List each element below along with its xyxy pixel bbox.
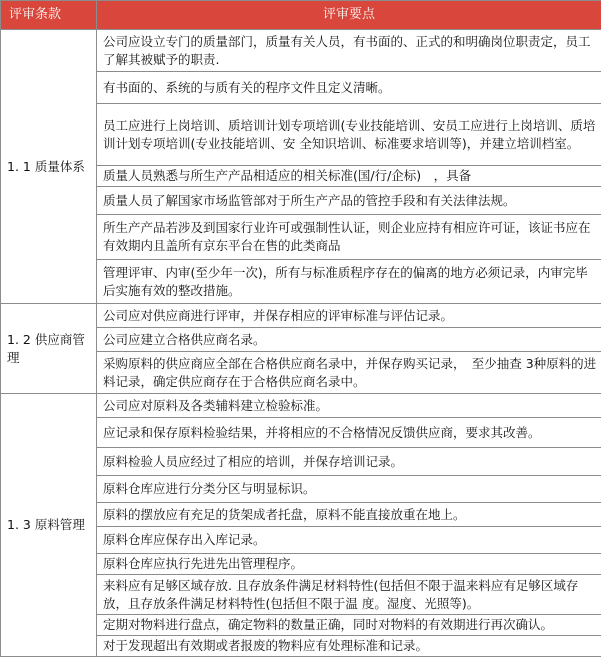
point-cell: 来料应有足够区域存放. 且存放条件满足材料特性(包括但不限于温来料应有足够区域存放，且存放条件满足材料特性(包括但不限于温 度。湿度、光照等)。 [97,575,601,615]
point-cell: 应记录和保存原料检验结果，并将相应的不合格情况反馈供应商，要求其改善。 [97,418,601,448]
point-cell: 原料仓库应保存出入库记录。 [97,527,601,554]
point-cell: 原料的摆放应有充足的货架成者托盘，原料不能直接放重在地上。 [97,503,601,527]
point-cell: 对于发现超出有效期或者报废的物料应有处理标准和记录。 [97,636,601,657]
point-cell: 质量人员熟悉与所生产产品相适应的相关标准(国/行/企标) ，具备 [97,166,601,187]
point-cell: 定期对物料进行盘点，确定物料的数量正确，同时对物料的有效期进行再次确认。 [97,615,601,636]
point-cell: 公司应设立专门的质量部门，质量有关人员，有书面的、正式的和明确岗位职责定，员工了解其被赋予的职责. [97,30,601,72]
point-cell: 员工应进行上岗培训、质培训计划专项培训(专业技能培训、安员工应进行上岗培训、质培训计划专项培训(专业技能培训、安 全知识培训、标准要求培训等)，并建立培训档室。 [97,104,601,166]
point-cell: 原料检验人员应经过了相应的培训，并保存培训记录。 [97,448,601,476]
point-cell: 公司应建立合格供应商名录。 [97,328,601,352]
point-cell: 管理评审、内审(至少年一次)，所有与标准质程序存在的偏离的地方必须记录，内审完毕后实施有效的整改措施。 [97,260,601,304]
category-quality-system: 1. 1 质量体系 [1,30,97,304]
header-points: 评审要点 [97,1,601,30]
header-clause: 评审条款 [1,1,97,30]
point-cell: 原料仓库应执行先进先出管理程序。 [97,554,601,575]
table-row [1,394,601,418]
table-row [1,304,601,328]
category-supplier-management: 1. 2 供应商管理 [1,304,97,394]
point-cell: 有书面的、系统的与质有关的程序文件且定义清晰。 [97,72,601,104]
point-cell: 公司应对原料及各类辅料建立检验标准。 [97,394,601,418]
table-row [1,30,601,72]
point-cell: 原料仓库应进行分类分区与明显标识。 [97,476,601,503]
point-cell: 公司应对供应商进行评审，并保存相应的评审标准与评估记录。 [97,304,601,328]
point-cell: 质量人员了解国家市场监管部对于所生产产品的管控手段和有关法律法规。 [97,187,601,215]
point-cell: 采购原料的供应商应全部在合格供应商名录中，并保存购买记录， 至少抽查 3种原料的进料记录，确定供应商存在于合格供应商名录中。 [97,352,601,394]
point-cell: 所生产产品若涉及到国家行业许可或强制性认证，则企业应持有相应许可证，该证书应在有效期内且盖所有京东平台在售的此类商品 [97,215,601,260]
category-material-management: 1. 3 原料管理 [1,394,97,657]
header-row [1,1,601,30]
